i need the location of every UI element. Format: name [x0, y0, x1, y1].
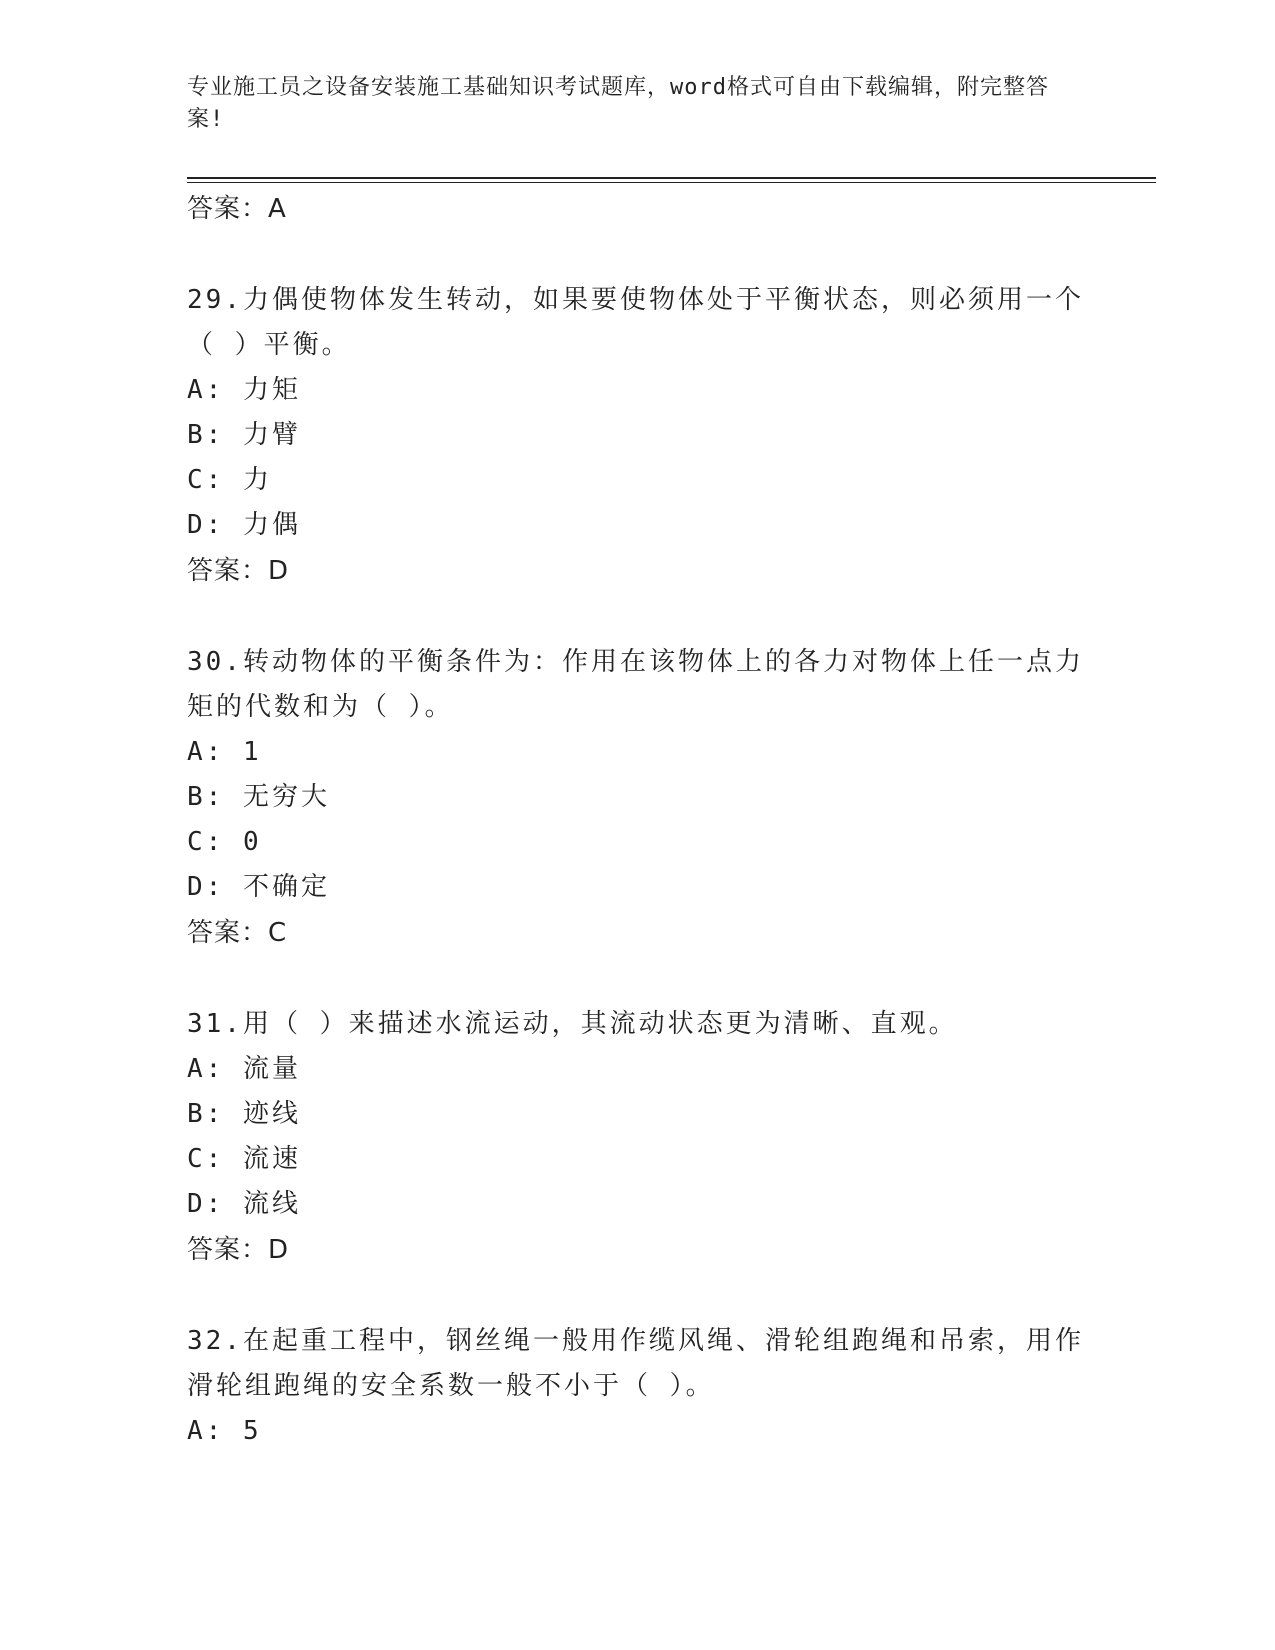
header-rule-thin — [187, 182, 1156, 183]
document-header — [187, 72, 1057, 136]
option-c: C: 力 — [187, 465, 272, 495]
question-text: 32.在起重工程中，钢丝绳一般用作缆风绳、滑轮组跑绳和吊索，用作滑轮组跑绳的安全系数一般不小于（ ）。 — [187, 1326, 1084, 1401]
option-a: A: 1 — [187, 737, 262, 767]
option-b: B: 力臂 — [187, 420, 301, 450]
option-b: B: 迹线 — [187, 1099, 301, 1129]
answer-line: 答案：A — [187, 194, 287, 224]
answer-line: 答案：C — [187, 918, 288, 948]
option-b: B: 无穷大 — [187, 782, 330, 812]
option-d: D: 流线 — [187, 1189, 301, 1219]
header-title: 专业施工员之设备安装施工基础知识考试题库，word格式可自由下载编辑，附完整答案! — [187, 75, 1049, 132]
question-text: 30.转动物体的平衡条件为：作用在该物体上的各力对物体上任一点力矩的代数和为（ ）。 — [187, 647, 1084, 722]
question-text: 29.力偶使物体发生转动，如果要使物体处于平衡状态，则必须用一个（ ）平衡。 — [187, 285, 1084, 360]
question-31 — [187, 1002, 1087, 1047]
option-c: C: 流速 — [187, 1144, 301, 1174]
option-a: A: 流量 — [187, 1054, 301, 1084]
header-rule-thick — [187, 177, 1156, 179]
answer-line: 答案：D — [187, 556, 290, 586]
option-c: C: 0 — [187, 827, 262, 857]
option-d: D: 不确定 — [187, 872, 330, 902]
question-text: 31.用（ ）来描述水流运动，其流动状态更为清晰、直观。 — [187, 1009, 958, 1039]
question-29 — [187, 278, 1087, 368]
option-a: A: 力矩 — [187, 375, 301, 405]
question-32 — [187, 1319, 1087, 1409]
answer-line: 答案：D — [187, 1235, 290, 1265]
question-list — [187, 186, 1087, 1454]
option-d: D: 力偶 — [187, 510, 301, 540]
option-a: A: 5 — [187, 1416, 262, 1446]
question-30 — [187, 640, 1087, 730]
